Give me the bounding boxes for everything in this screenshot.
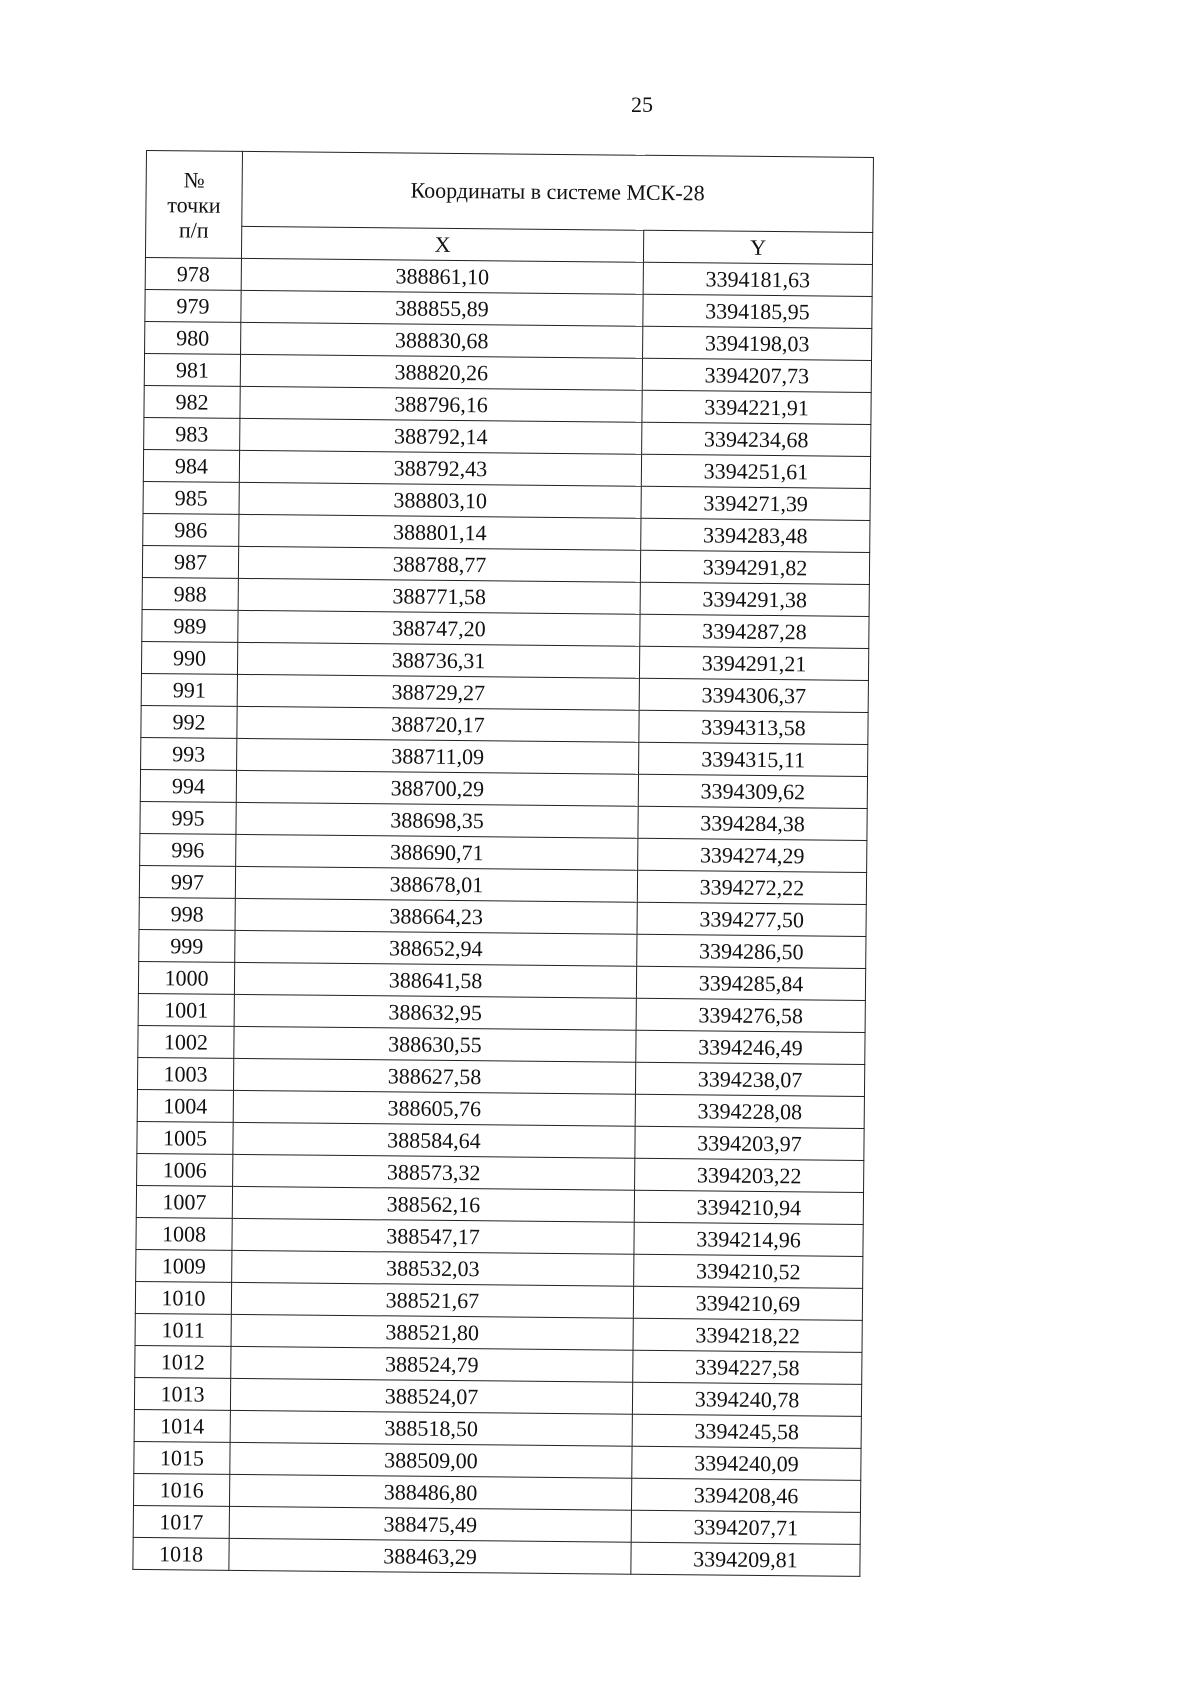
x-coordinate-cell: 388788,77 (238, 546, 640, 582)
point-number-cell: 1011 (135, 1313, 231, 1346)
x-coordinate-cell: 388605,76 (233, 1090, 635, 1126)
point-number-cell: 1015 (134, 1441, 230, 1474)
coordinates-header: Координаты в системе МСК-28 (242, 151, 874, 232)
y-coordinate-cell: 3394246,49 (636, 1030, 865, 1064)
x-coordinate-cell: 388803,10 (239, 482, 641, 518)
x-coordinate-cell: 388690,71 (236, 834, 638, 870)
y-coordinate-cell: 3394208,46 (631, 1478, 860, 1512)
y-coordinate-cell: 3394309,62 (638, 774, 867, 808)
x-coordinate-cell: 388830,68 (241, 322, 643, 358)
y-coordinate-cell: 3394306,37 (639, 678, 868, 712)
point-number-cell: 985 (143, 481, 239, 514)
x-coordinate-cell: 388720,17 (237, 706, 639, 742)
point-number-cell: 1018 (133, 1537, 229, 1570)
page-number: 25 (631, 92, 653, 117)
y-coordinate-cell: 3394228,08 (635, 1094, 864, 1128)
x-coordinate-cell: 388792,14 (240, 418, 642, 454)
x-coordinate-cell: 388521,67 (231, 1282, 633, 1318)
point-number-cell: 987 (142, 545, 238, 578)
point-number-cell: 1013 (134, 1377, 230, 1410)
point-number-cell: 993 (141, 737, 237, 770)
y-coordinate-cell: 3394207,71 (631, 1510, 860, 1544)
y-coordinate-cell: 3394283,48 (641, 518, 870, 552)
point-number-header-line-1: № (183, 166, 205, 193)
y-coordinate-cell: 3394181,63 (643, 262, 872, 296)
point-number-cell: 1008 (136, 1217, 232, 1250)
x-coordinate-cell: 388641,58 (234, 962, 636, 998)
point-number-cell: 998 (139, 897, 235, 930)
point-number-cell: 1012 (135, 1345, 231, 1378)
x-coordinate-cell: 388486,80 (229, 1474, 631, 1510)
point-number-cell: 992 (141, 705, 237, 738)
point-number-cell: 986 (143, 513, 239, 546)
x-coordinate-cell: 388518,50 (230, 1410, 632, 1446)
y-coordinate-cell: 3394203,22 (635, 1158, 864, 1192)
point-number-cell: 991 (141, 673, 237, 706)
y-coordinate-cell: 3394185,95 (643, 294, 872, 328)
point-number-cell: 984 (143, 449, 239, 482)
point-number-cell: 1002 (138, 1025, 234, 1058)
point-number-cell: 1004 (137, 1089, 233, 1122)
y-coordinate-cell: 3394238,07 (635, 1062, 864, 1096)
x-coordinate-cell: 388521,80 (231, 1314, 633, 1350)
x-coordinate-cell: 388573,32 (233, 1154, 635, 1190)
table-row (133, 1537, 860, 1576)
y-coordinate-cell: 3394240,09 (632, 1446, 861, 1480)
y-coordinate-cell: 3394221,91 (642, 390, 871, 424)
point-number-cell: 994 (140, 769, 236, 802)
x-coordinate-cell: 388524,79 (231, 1346, 633, 1382)
y-coordinate-cell: 3394251,61 (641, 454, 870, 488)
y-coordinate-cell: 3394203,97 (635, 1126, 864, 1160)
y-coordinate-cell: 3394291,21 (639, 646, 868, 680)
x-coordinate-cell: 388627,58 (233, 1058, 635, 1094)
y-coordinate-cell: 3394313,58 (639, 710, 868, 744)
x-coordinate-cell: 388678,01 (235, 866, 637, 902)
x-coordinate-cell: 388771,58 (238, 578, 640, 614)
y-coordinate-cell: 3394210,69 (633, 1286, 862, 1320)
y-coordinate-cell: 3394227,58 (633, 1350, 862, 1384)
y-coordinate-cell: 3394284,38 (638, 806, 867, 840)
x-coordinate-cell: 388792,43 (239, 450, 641, 486)
x-coordinate-cell: 388632,95 (234, 994, 636, 1030)
point-number-cell: 979 (145, 289, 241, 322)
point-number-cell: 1016 (133, 1473, 229, 1506)
y-coordinate-cell: 3394291,82 (640, 550, 869, 584)
point-number-cell: 1000 (138, 961, 234, 994)
point-number-cell: 1007 (136, 1185, 232, 1218)
y-coordinate-cell: 3394271,39 (641, 486, 870, 520)
y-column-header: Y (643, 230, 872, 264)
y-coordinate-cell: 3394285,84 (636, 966, 865, 1000)
x-coordinate-cell: 388736,31 (237, 642, 639, 678)
y-coordinate-cell: 3394276,58 (636, 998, 865, 1032)
point-number-cell: 983 (144, 417, 240, 450)
point-number-cell: 1001 (138, 993, 234, 1026)
point-number-cell: 995 (140, 801, 236, 834)
coordinates-table (132, 150, 874, 1577)
point-number-cell: 1009 (136, 1249, 232, 1282)
y-coordinate-cell: 3394214,96 (634, 1222, 863, 1256)
x-coordinate-cell: 388711,09 (237, 738, 639, 774)
point-number-cell: 990 (141, 641, 237, 674)
x-coordinate-cell: 388820,26 (240, 354, 642, 390)
x-coordinate-cell: 388700,29 (236, 770, 638, 806)
y-coordinate-cell: 3394315,11 (639, 742, 868, 776)
x-column-header: X (241, 226, 643, 262)
x-coordinate-cell: 388801,14 (239, 514, 641, 550)
x-coordinate-cell: 388729,27 (237, 674, 639, 710)
x-coordinate-cell: 388475,49 (229, 1506, 631, 1542)
point-number-cell: 1006 (137, 1153, 233, 1186)
y-coordinate-cell: 3394218,22 (633, 1318, 862, 1352)
point-number-cell: 1010 (135, 1281, 231, 1314)
x-coordinate-cell: 388524,07 (230, 1378, 632, 1414)
y-coordinate-cell: 3394209,81 (631, 1542, 860, 1576)
y-coordinate-cell: 3394240,78 (632, 1382, 861, 1416)
y-coordinate-cell: 3394210,52 (634, 1254, 863, 1288)
x-coordinate-cell: 388796,16 (240, 386, 642, 422)
point-number-cell: 981 (144, 353, 240, 386)
x-coordinate-cell: 388630,55 (234, 1026, 636, 1062)
y-coordinate-cell: 3394277,50 (637, 902, 866, 936)
y-coordinate-cell: 3394234,68 (642, 422, 871, 456)
x-coordinate-cell: 388652,94 (235, 930, 637, 966)
x-coordinate-cell: 388562,16 (232, 1186, 634, 1222)
point-number-cell: 980 (145, 321, 241, 354)
x-coordinate-cell: 388698,35 (236, 802, 638, 838)
x-coordinate-cell: 388547,17 (232, 1218, 634, 1254)
x-coordinate-cell: 388584,64 (233, 1122, 635, 1158)
point-number-header-line-2: точки (167, 191, 221, 218)
y-coordinate-cell: 3394287,28 (640, 614, 869, 648)
x-coordinate-cell: 388463,29 (229, 1538, 631, 1574)
y-coordinate-cell: 3394245,58 (632, 1414, 861, 1448)
y-coordinate-cell: 3394274,29 (638, 838, 867, 872)
point-number-cell: 996 (140, 833, 236, 866)
y-coordinate-cell: 3394198,03 (643, 326, 872, 360)
table-header-row (146, 151, 874, 233)
x-coordinate-cell: 388855,89 (241, 290, 643, 326)
y-coordinate-cell: 3394291,38 (640, 582, 869, 616)
x-coordinate-cell: 388747,20 (238, 610, 640, 646)
point-number-cell: 999 (139, 929, 235, 962)
y-coordinate-cell: 3394286,50 (637, 934, 866, 968)
point-number-cell: 989 (142, 609, 238, 642)
point-number-header-line-3: п/п (178, 216, 209, 243)
x-coordinate-cell: 388509,00 (230, 1442, 632, 1478)
point-number-cell: 1014 (134, 1409, 230, 1442)
point-number-header (145, 151, 242, 259)
point-number-cell: 988 (142, 577, 238, 610)
y-coordinate-cell: 3394207,73 (642, 358, 871, 392)
point-number-cell: 1017 (133, 1505, 229, 1538)
point-number-cell: 1005 (137, 1121, 233, 1154)
y-coordinate-cell: 3394210,94 (634, 1190, 863, 1224)
x-coordinate-cell: 388532,03 (232, 1250, 634, 1286)
table-body (133, 257, 873, 1576)
x-coordinate-cell: 388664,23 (235, 898, 637, 934)
point-number-cell: 997 (139, 865, 235, 898)
y-coordinate-cell: 3394272,22 (637, 870, 866, 904)
point-number-cell: 1003 (137, 1057, 233, 1090)
x-coordinate-cell: 388861,10 (241, 258, 643, 294)
point-number-cell: 982 (144, 385, 240, 418)
point-number-cell: 978 (145, 257, 241, 290)
